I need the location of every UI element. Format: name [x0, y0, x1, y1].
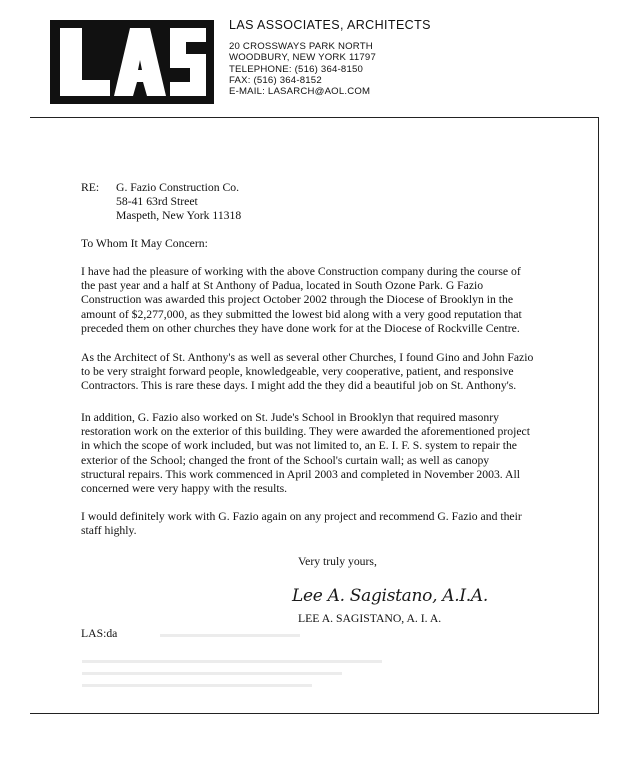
paragraph-line: staff highly. — [81, 524, 137, 538]
fax: FAX: (516) 364-8152 — [229, 74, 322, 86]
paragraph-line: in which the scope of work included, but was not limited to, an E. I. F. S. system to repair the — [81, 439, 517, 453]
paragraph-line: exterior of the School; changed the front of the School's curtain wall; as well as canopy — [81, 453, 490, 467]
paragraph-line: restoration work on the exterior of this building. They were awarded the aforementioned project — [81, 425, 530, 439]
signer-name: LEE A. SAGISTANO, A. I. A. — [298, 612, 442, 625]
re-label: RE: — [81, 181, 100, 194]
scan-artifact — [82, 672, 342, 675]
paragraph-line: I would definitely work with G. Fazio again on any project and recommend G. Fazio and their — [81, 510, 522, 523]
paragraph-2 — [81, 351, 581, 394]
closing: Very truly yours, — [298, 555, 377, 568]
re-line-3: Maspeth, New York 11318 — [116, 209, 242, 223]
paragraph-line: preceded them on other churches they have done work for at the Diocese of Rockville Centre. — [81, 321, 520, 335]
paragraph-line: Construction was awarded this project October 2002 through the Diocese of Brooklyn in the — [81, 293, 514, 307]
firm-name: LAS ASSOCIATES, ARCHITECTS — [229, 18, 431, 32]
paragraph-line: In addition, G. Fazio also worked on St. Jude's School in Brooklyn that required masonry — [81, 411, 499, 424]
email: E-MAIL: LASARCH@AOL.COM — [229, 86, 371, 98]
paragraph-line: amount of $2,277,000, as they submitted the lowest bid along with a very good reputation that — [81, 307, 522, 321]
address-line-1: 20 CROSSWAYS PARK NORTH — [229, 41, 373, 52]
re-line-1: G. Fazio Construction Co. — [116, 181, 240, 194]
salutation: To Whom It May Concern: — [81, 237, 208, 250]
address-line-2: WOODBURY, NEW YORK 11797 — [229, 52, 376, 64]
paragraph-line: structural repairs. This work commenced in April 2003 and completed in November 2003. All — [81, 467, 520, 481]
paragraph-line: the past year and a half at St Anthony of Padua, located in South Ozone Park. G Fazio — [81, 279, 484, 293]
scan-artifact — [82, 660, 382, 663]
paragraph-line: to be very straight forward people, knowledgeable, very cooperative, patient, and responsive — [81, 365, 514, 379]
signature: Lee A. Sagistano, A.I.A. — [292, 586, 488, 606]
paragraph-line: I have had the pleasure of working with the above Construction company during the course of — [81, 265, 521, 278]
telephone: TELEPHONE: (516) 364-8150 — [229, 63, 364, 75]
las-logo — [50, 20, 214, 104]
re-line-2: 58-41 63rd Street — [116, 195, 198, 209]
paragraph-line: concerned were very happy with the results. — [81, 482, 288, 496]
paragraph-1 — [81, 265, 581, 336]
paragraph-line: Contractors. This is rare these days. I might add the they did a beautiful job on St. Anthony's. — [81, 379, 517, 393]
scan-artifact — [160, 634, 300, 637]
firm-header — [229, 18, 431, 97]
initials: LAS:da — [81, 627, 118, 640]
paragraph-4 — [81, 510, 581, 538]
scan-artifact — [82, 684, 312, 687]
paragraph-line: As the Architect of St. Anthony's as well as several other Churches, I found Gino and John Fazio — [81, 351, 534, 364]
paragraph-3 — [81, 411, 581, 496]
